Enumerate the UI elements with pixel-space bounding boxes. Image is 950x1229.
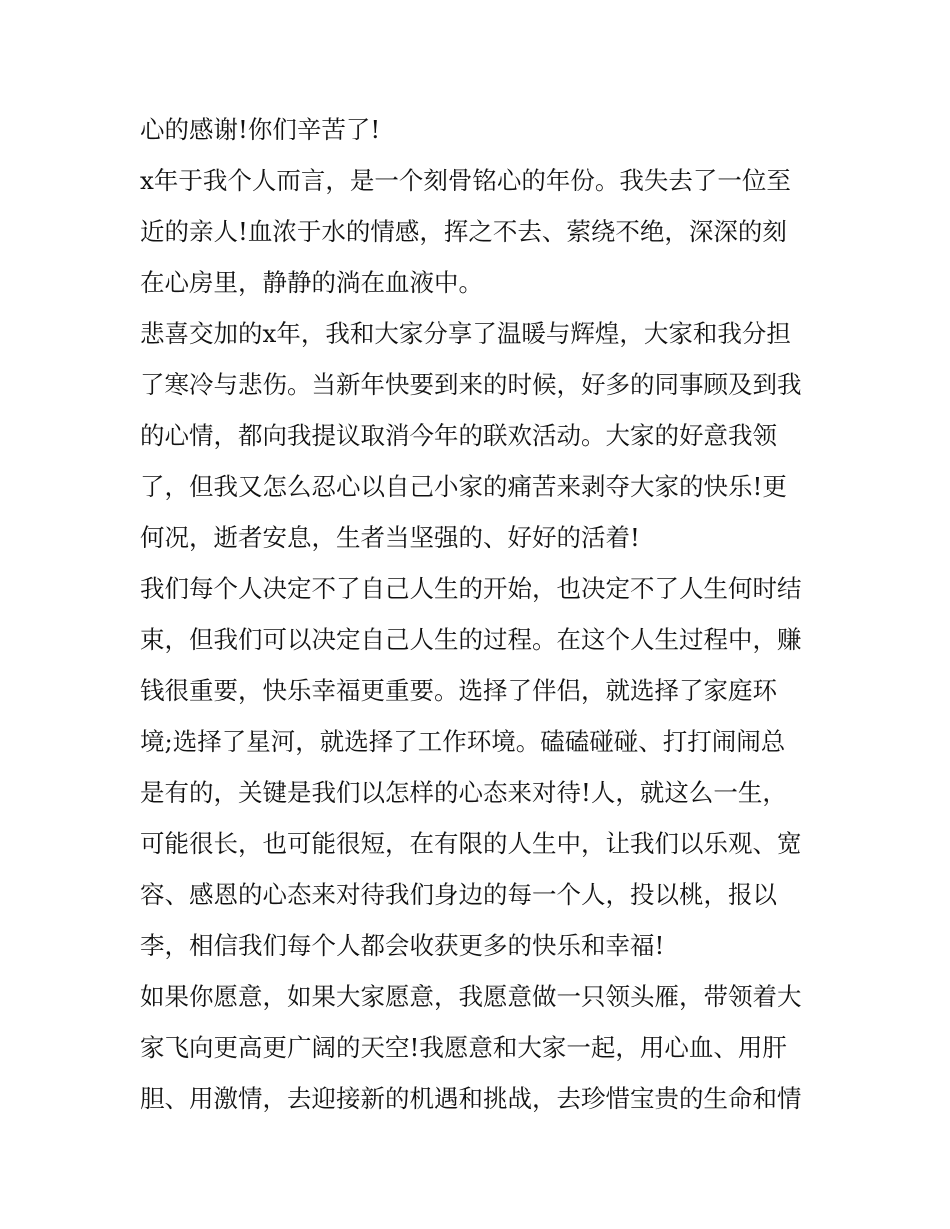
text-line-13: 境;选择了星河，就选择了工作环境。磕磕碰碰、打打闹闹总	[140, 727, 786, 756]
text-line-15: 可能很长，也可能很短，在有限的人生中，让我们以乐观、宽	[140, 829, 802, 858]
text-line-9: 何况，逝者安息，生者当坚强的、好好的活着!	[140, 523, 640, 552]
text-line-6: 了寒冷与悲伤。当新年快要到来的时候，好多的同事顾及到我	[140, 370, 802, 399]
text-line-16: 容、感恩的心态来对待我们身边的每一个人，投以桃，报以	[140, 880, 777, 909]
text-line-19: 家飞向更高更广阔的天空!我愿意和大家一起，用心血、用肝	[140, 1033, 787, 1062]
text-line-1: 心的感谢!你们辛苦了!	[140, 115, 381, 144]
text-line-7: 的心情，都向我提议取消今年的联欢活动。大家的好意我领	[140, 421, 777, 450]
text-line-20: 胆、用激情，去迎接新的机遇和挑战，去珍惜宝贵的生命和情	[140, 1084, 802, 1113]
text-line-12: 钱很重要，快乐幸福更重要。选择了伴侣，就选择了家庭环	[140, 676, 777, 705]
text-line-14: 是有的，关键是我们以怎样的心态来对待!人，就这么一生，	[140, 778, 787, 807]
text-line-8: 了，但我又怎么忍心以自己小家的痛苦来剥夺大家的快乐!更	[140, 472, 787, 501]
text-line-2: x年于我个人而言，是一个刻骨铭心的年份。我失去了一位至	[140, 166, 791, 195]
body-text	[140, 104, 820, 1124]
text-line-5: 悲喜交加的x年，我和大家分享了温暖与辉煌，大家和我分担	[140, 319, 791, 348]
text-line-11: 束，但我们可以决定自己人生的过程。在这个人生过程中，赚	[140, 625, 802, 654]
text-line-4: 在心房里，静静的淌在血液中。	[140, 268, 483, 297]
text-line-18: 如果你愿意，如果大家愿意，我愿意做一只领头雁，带领着大	[140, 982, 802, 1011]
text-line-3: 近的亲人!血浓于水的情感，挥之不去、萦绕不绝，深深的刻	[140, 217, 787, 246]
text-line-10: 我们每个人决定不了自己人生的开始，也决定不了人生何时结	[140, 574, 802, 603]
text-line-17: 李，相信我们每个人都会收获更多的快乐和幸福!	[140, 931, 665, 960]
